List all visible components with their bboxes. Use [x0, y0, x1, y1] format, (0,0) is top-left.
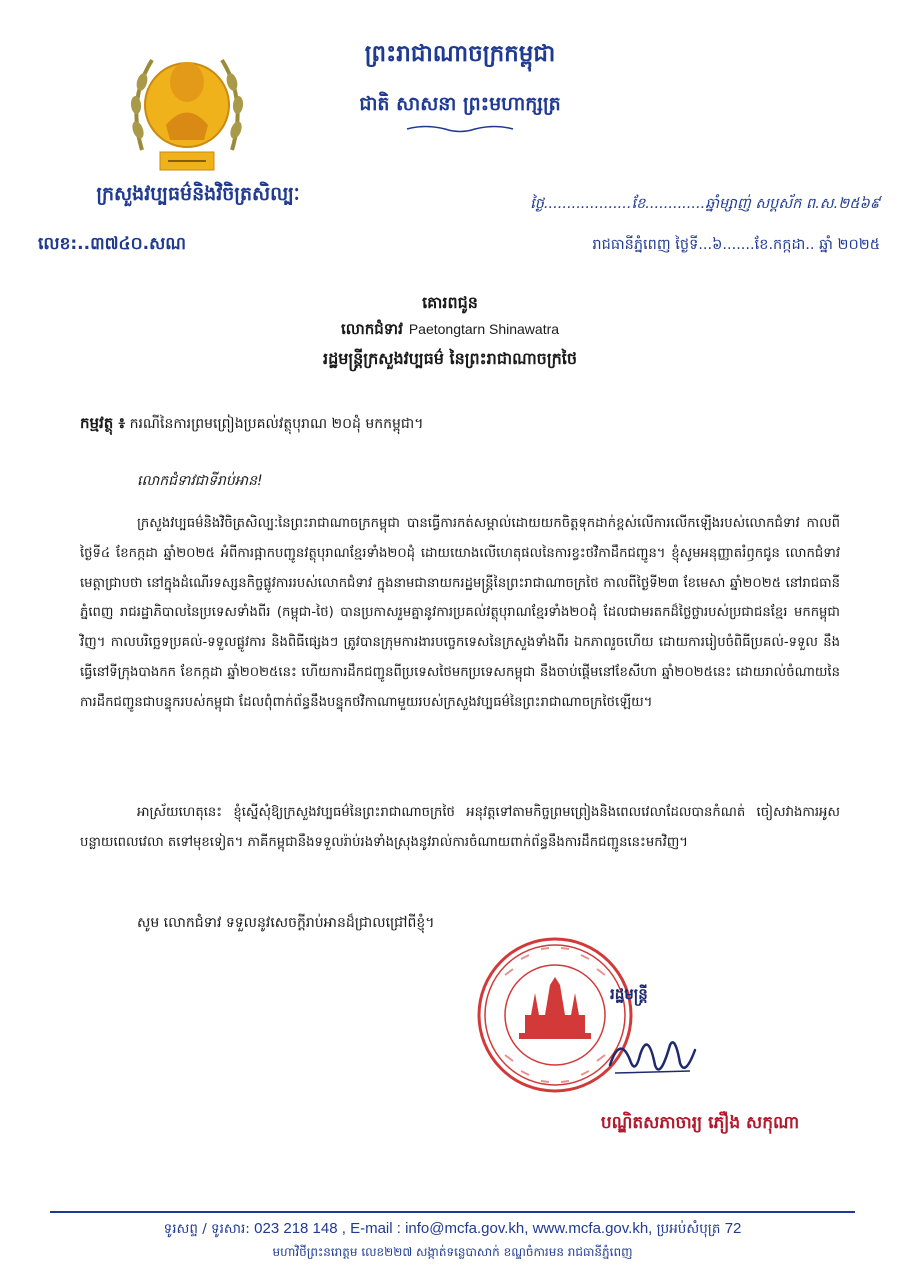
signatory-title: រដ្ឋមន្ត្រី: [610, 985, 648, 1003]
signer-name: បណ្ឌិតសភាចារ្យ ភឿង សកុណា: [600, 1113, 800, 1133]
footer-address: មហាវិថីព្រះនរោត្តម លេខ២២៧ សង្កាត់ទន្លេបាសាក់ ខណ្ឌចំការមន រាជធានីភ្នំពេញ: [272, 1245, 633, 1259]
footer-contact: [40, 1220, 865, 1240]
body-paragraph-1: ក្រសួងវប្បធម៌និងវិចិត្រសិល្បៈនៃព្រះរាជាណាចក្រកម្ពុជា បានធ្វើការកត់សម្គាល់ដោយយកចិត្តទុកដាក់ខ្ពស់លើការលើកឡើងរបស់លោកជំទាវ កាលពីថ្ងៃទី៤ ខែកក្កដា ឆ្នាំ២០២៥ អំពីការផ្អាកបញ្ជូនវត្ថុបុរាណខ្មែរទាំង២០ដុំ ដោយយោងលើហេតុផលនៃការខ្វះថវិកាដឹកជញ្ជូន។ ខ្ញុំសូមអនុញ្ញាតរំឭកជូន លោកជំទាវ មេត្តាជ្រាបថា នៅក្នុងដំណើរទស្សនកិច្ចផ្លូវការរបស់លោកជំទាវ ក្នុងនាមជានាយករដ្ឋមន្ត្រីនៃព្រះរាជាណាចក្រថៃ កាលពីថ្ងៃទី២៣ ខែមេសា ឆ្នាំ២០២៥ នៅរាជធានីភ្នំពេញ រាជរដ្ឋាភិបាលនៃប្រទេសទាំងពីរ (កម្ពុជា-ថៃ) បានប្រកាសរួមគ្នានូវការប្រគល់វត្ថុបុរាណខ្មែរទាំង២០ដុំ ដែលជាមរតកដ៏ថ្លៃថ្លារបស់ប្រជាជនខ្មែរ មកកម្ពុជាវិញ។ កាលបរិច្ឆេទប្រគល់-ទទួលផ្លូវការ និងពិធីផ្សេងៗ ត្រូវបានក្រុមការងារបច្ចេកទេសនៃក្រសួងទាំងពីរ ឯកភាពរួចហើយ ដោយការរៀបចំពិធីប្រគល់-ទទួល នឹងធ្វើនៅទីក្រុងបាងកក ខែកក្កដា ឆ្នាំ២០២៥នេះ ហើយការដឹកជញ្ជូនពីប្រទេសថៃមកប្រទេសកម្ពុជា នឹងចាប់ផ្តើមនៅខែសីហា ឆ្នាំ២០២៥នេះ ដោយរាល់ចំណាយនៃការដឹកជញ្ជូនជាបន្ទុករបស់កម្ពុជា ដែលពុំពាក់ព័ន្ធនឹងបន្ទុកថវិកាណាមួយរបស់ក្រសួងវប្បធម៌នៃព្រះរាជាណាចក្រថៃឡើយ។: [80, 516, 840, 710]
contact-values: 023 218 148 , E-mail : info@mcfa.gov.kh, www.mcfa.gov.kh,: [254, 1220, 653, 1237]
reference-number: លេខ:..៣៧៤០.សណ: [38, 234, 187, 254]
handwritten-signature-icon: [600, 1025, 720, 1085]
body-paragraph-2: អាស្រ័យហេតុនេះ ខ្ញុំស្នើសុំឱ្យក្រសួងវប្បធម៌នៃព្រះរាជាណាចក្រថៃ អនុវត្តទៅតាមកិច្ចព្រមព្រៀងនិងពេលវេលាដែលបានកំណត់ ចៀសវាងការអូសបន្លាយពេលវេលា តទៅមុខទៀត។ ភាគីកម្ពុជានឹងទទួលរ៉ាប់រងទាំងស្រុងនូវរាល់ការចំណាយពាក់ព័ន្ធនឹងការដឹកជញ្ជូននេះមកវិញ។: [80, 805, 840, 850]
ministry-emblem-icon: [122, 40, 252, 180]
solar-date: រាជធានីភ្នំពេញ ថ្ងៃទី...៦.......ខែ.កក្កដា.. ឆ្នាំ ២០២៥: [592, 237, 880, 253]
po-box-label: ប្រអប់សំបុត្រ: [656, 1221, 721, 1237]
motto-ornament-icon: [405, 124, 515, 134]
po-box-number: 72: [724, 1220, 742, 1237]
ministry-name: ក្រសួងវប្បធម៌និងវិចិត្រសិល្បៈ: [96, 183, 300, 205]
addressee-title: រដ្ឋមន្ត្រីក្រសួងវប្បធម៌ នៃព្រះរាជាណាចក្រថៃ: [322, 349, 577, 368]
subject-text: ករណីនៃការព្រមព្រៀងប្រគល់វត្ថុបុរាណ ២០ដុំ មកកម្ពុជា។: [129, 416, 424, 432]
addressee-label: គោរពជូន: [422, 293, 478, 312]
national-motto: ជាតិ សាសនា ព្រះមហាក្សត្រ: [359, 93, 561, 115]
kingdom-title: ព្រះរាជាណាចក្រកម្ពុជា: [364, 41, 556, 67]
addressee-name: [230, 320, 670, 342]
addressee-honorific: លោកជំទាវ: [340, 320, 403, 338]
subject-line: [80, 414, 860, 436]
contact-label: ទូរសព្ទ / ទូរសារ:: [163, 1221, 250, 1237]
addressee-latin-name: Paetongtarn Shinawatra: [408, 321, 560, 337]
lunar-date: ថ្ងៃ...................ខែ.............ឆ្នាំម្សាញ់ សប្តស័ក ព.ស.២៥៦៩: [530, 196, 880, 212]
subject-label: កម្មវត្ថុ ៖: [80, 414, 126, 432]
footer-divider: [50, 1211, 855, 1213]
salutation: លោកជំទាវជាទីរាប់អាន!: [137, 473, 263, 489]
closing-line: សូម លោកជំទាវ ទទួលនូវសេចក្តីរាប់អានដ៏ជ្រាលជ្រៅពីខ្ញុំ។: [137, 915, 435, 931]
